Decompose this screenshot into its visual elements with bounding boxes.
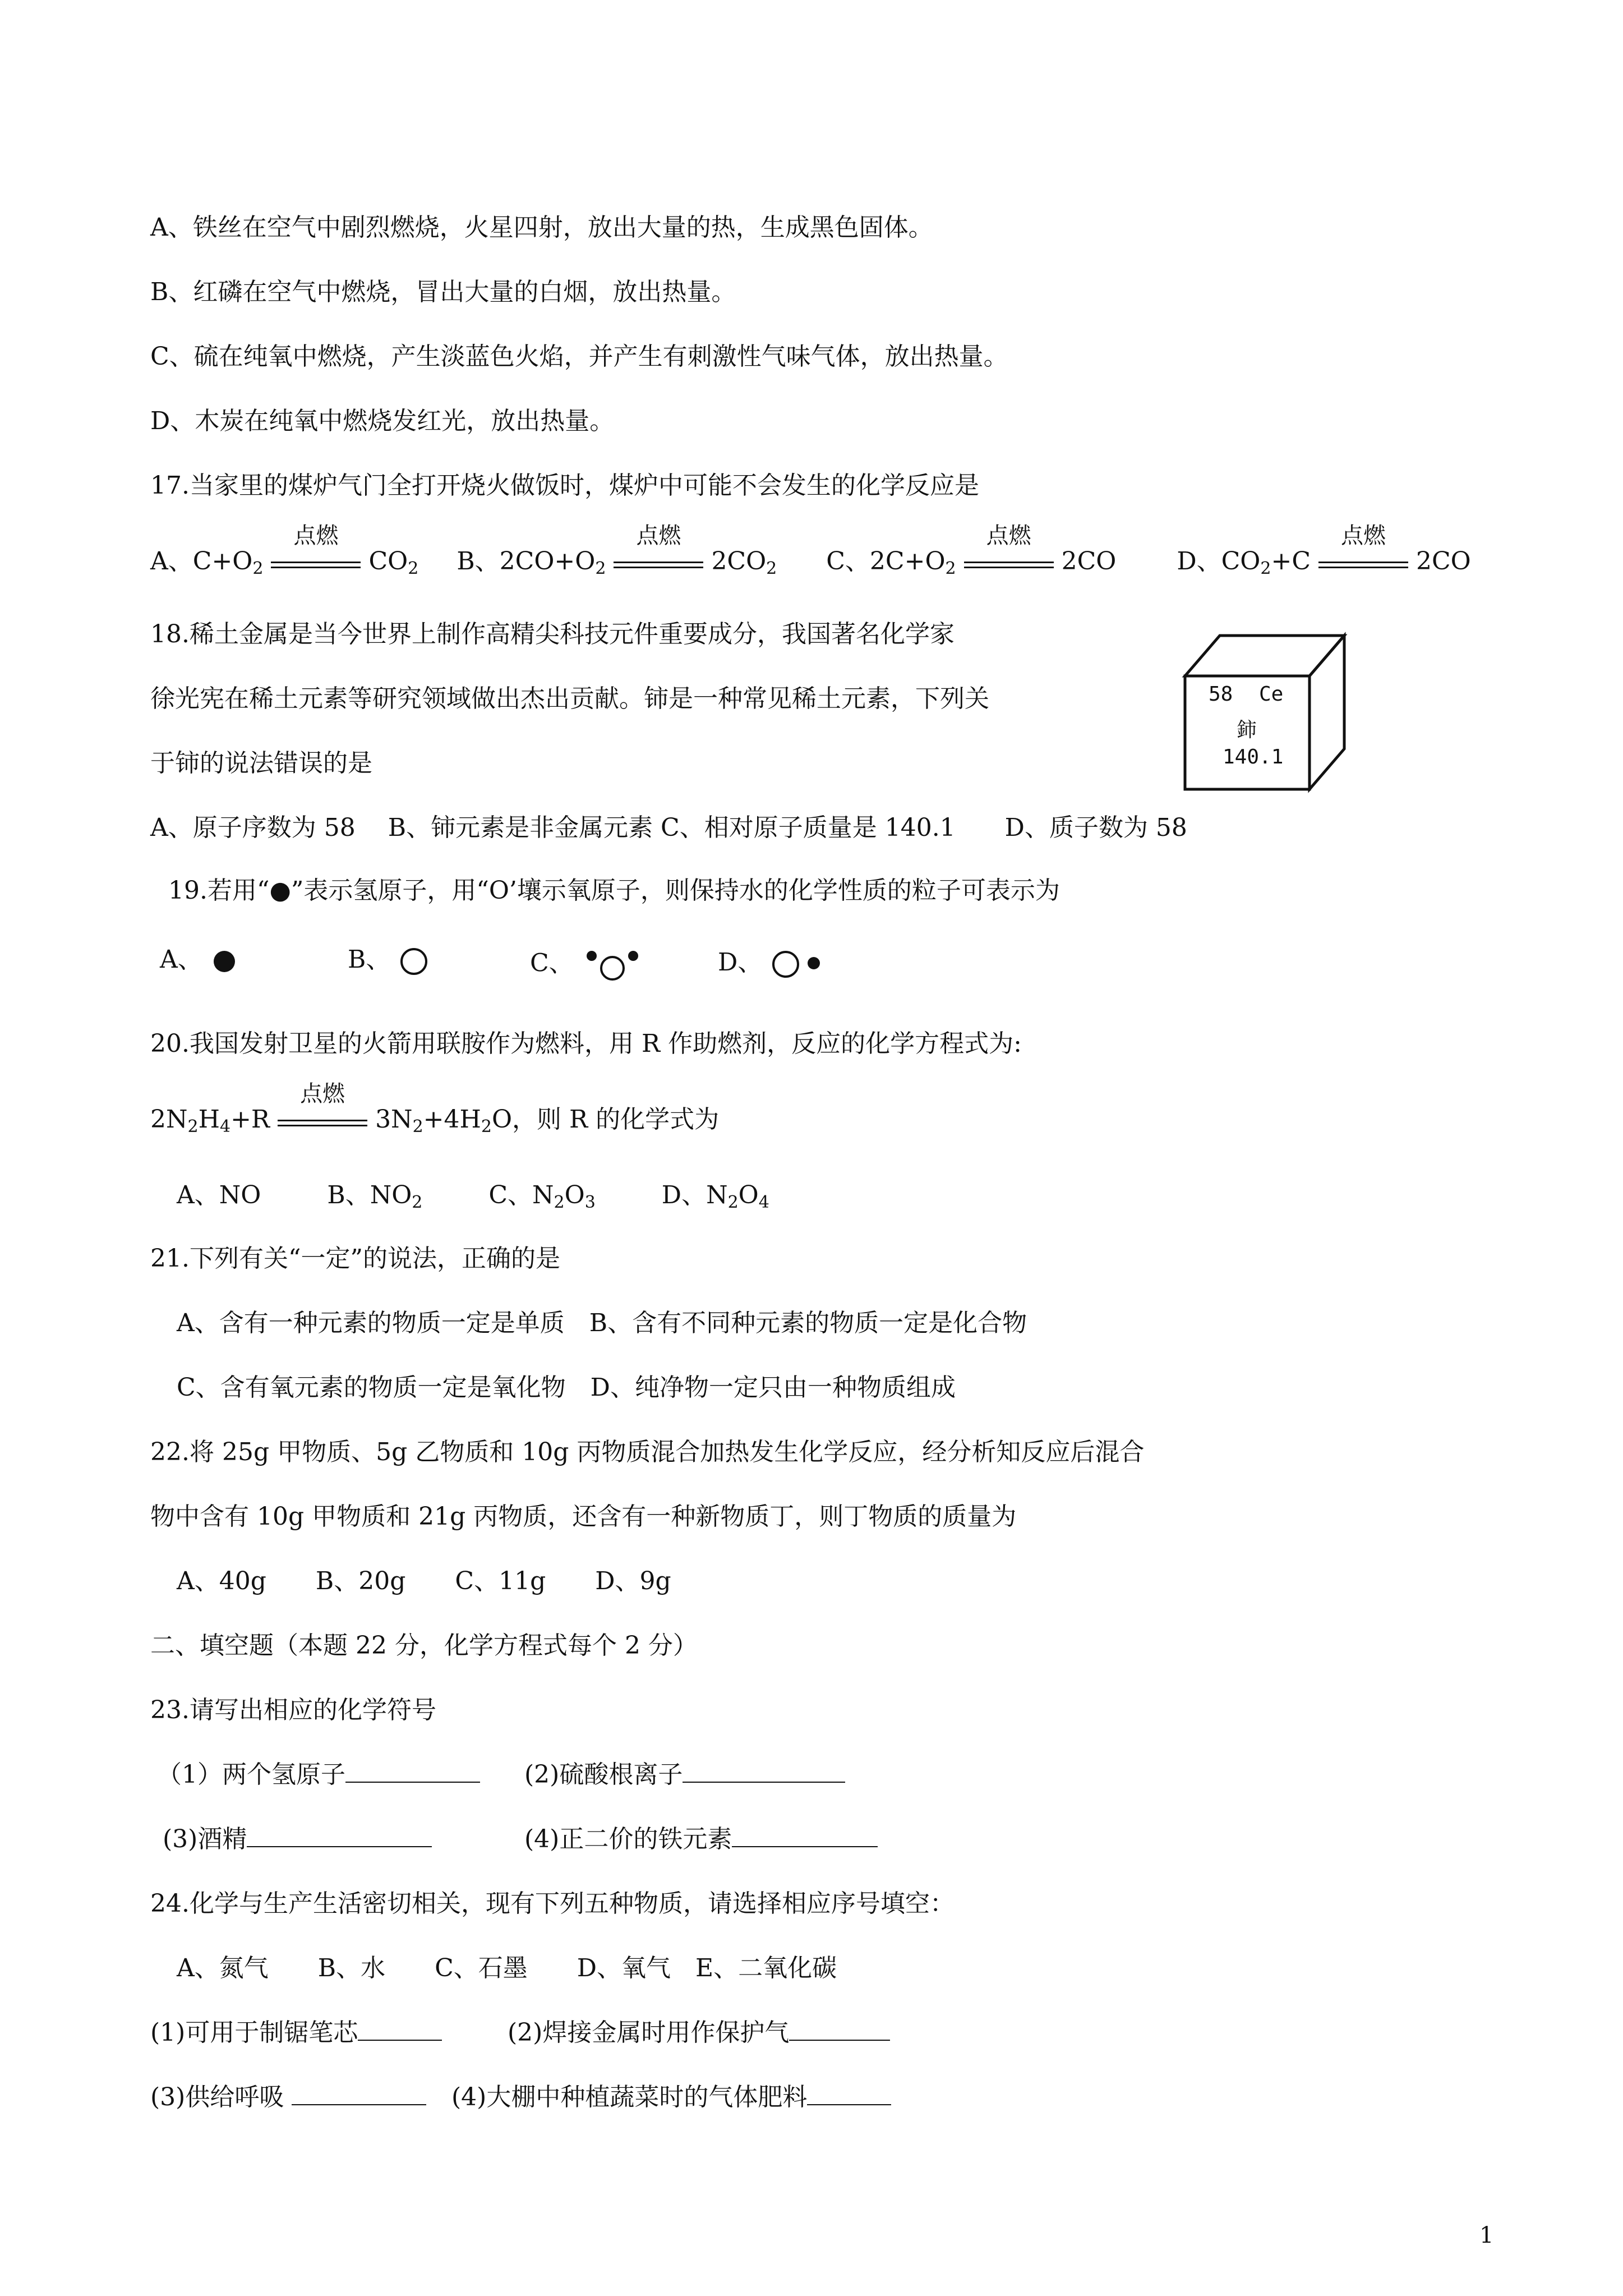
q17-options [150, 522, 1471, 579]
q19-stem: 19.若用“●”表示氢原子，用“O’壤示氧原子，则保持水的化学性质的粒子可表示为 [168, 876, 1060, 905]
q24-item-4: (4)大棚中种植蔬菜时的气体肥料 [451, 2083, 891, 2113]
oxygen-atom-icon [398, 946, 430, 977]
q18-line-2: 徐光宪在稀土元素等研究领域做出杰出贡献。铈是一种常见稀土元素，下列关 [150, 684, 989, 713]
q18-line-3: 于铈的说法错误的是 [150, 749, 372, 777]
q20-equation: $2N_2H_4+R$ 点燃 $3N_2+4H_2O$，则 R 的化学式为 [150, 1080, 720, 1137]
element-atomic-number: 58 [1209, 683, 1233, 706]
answer-blank[interactable] [345, 1761, 480, 1783]
reaction-arrow: 点燃 [1318, 555, 1408, 572]
q17-a: A、$C+O_2$ 点燃 $CO_2$ [150, 522, 419, 578]
element-atomic-mass: 140.1 [1223, 746, 1284, 769]
q19-option-d: D、 [718, 948, 826, 980]
q24-item-2: (2)焊接金属时用作保护气 [508, 2018, 890, 2048]
q16-option-d: D、木炭在纯氧中燃烧发红光，放出热量。 [150, 407, 615, 435]
q17-stem: 17.当家里的煤炉气门全打开烧火做饭时，煤炉中可能不会发生的化学反应是 [150, 471, 979, 500]
q19-option-b: B、 [348, 945, 430, 977]
q21-options-row-1: A、含有一种元素的物质一定是单质 B、含有不同种元素的物质一定是化合物 [177, 1309, 1027, 1337]
q17-b: B、$2CO+O_2$ 点燃 $2CO_2$ [457, 522, 777, 578]
q23-stem: 23.请写出相应的化学符号 [150, 1696, 436, 1724]
q24-item-1: (1)可用于制锯笔芯 [150, 2018, 442, 2048]
q21-stem: 21.下列有关“一定”的说法，正确的是 [150, 1244, 560, 1273]
cerium-element-cell [1181, 631, 1349, 794]
answer-blank[interactable] [683, 1761, 845, 1783]
q19-option-c: C、 [530, 948, 643, 982]
q17-d: D、$CO_2+C$ 点燃 2CO [1177, 522, 1471, 578]
q16-option-c: C、硫在纯氧中燃烧，产生淡蓝色火焰，并产生有刺激性气味气体，放出热量。 [150, 342, 1008, 371]
q22-options: A、40g B、20g C、11g D、9g [177, 1567, 671, 1595]
hydrogen-atom-icon [210, 947, 238, 976]
q21-options-row-2: C、含有氧元素的物质一定是氧化物 D、纯净物一定只由一种物质组成 [177, 1373, 956, 1402]
q23-item-4: (4)正二价的铁元素 [524, 1825, 878, 1855]
reaction-arrow: 点燃 [964, 555, 1054, 572]
q18-line-1: 18.稀土金属是当今世界上制作高精尖科技元件重要成分，我国著名化学家 [150, 620, 955, 648]
q22-line-1: 22.将 25g 甲物质、5g 乙物质和 10g 丙物质混合加热发生化学反应，经分析知反应后混合 [150, 1438, 1145, 1466]
answer-blank[interactable] [247, 1826, 432, 1847]
q16-option-b: B、红磷在空气中燃烧，冒出大量的白烟，放出热量。 [150, 278, 736, 306]
cube-outline-icon [1181, 631, 1349, 794]
answer-blank[interactable] [789, 2019, 890, 2041]
q18-options: A、原子序数为 58 B、铈元素是非金属元素 C、相对原子质量是 140.1 D、质子数为 58 [150, 813, 1187, 842]
hydroxyl-molecule-icon [770, 949, 826, 980]
q19-option-a: A、 [160, 945, 238, 976]
q23-item-1: （1）两个氢原子 [157, 1760, 480, 1790]
q20-stem: 20.我国发射卫星的火箭用联胺作为燃料，用 R 作助燃剂，反应的化学方程式为: [150, 1029, 1022, 1058]
water-molecule-icon [582, 948, 643, 982]
page-number: 1 [1479, 2223, 1494, 2248]
q24-item-3: (3)供给呼吸 [150, 2083, 426, 2113]
q17-c: C、$2C+O_2$ 点燃 2CO [826, 522, 1117, 578]
answer-blank[interactable] [732, 1826, 878, 1847]
section-2-heading: 二、填空题（本题 22 分，化学方程式每个 2 分） [150, 1631, 698, 1660]
q24-options: A、氮气 B、水 C、石墨 D、氧气 E、二氧化碳 [177, 1954, 837, 1982]
q16-option-a: A、铁丝在空气中剧烈燃烧，火星四射，放出大量的热，生成黑色固体。 [150, 213, 933, 242]
q22-line-2: 物中含有 10g 甲物质和 21g 丙物质，还含有一种新物质丁，则丁物质的质量为 [150, 1502, 1017, 1531]
reaction-arrow: 点燃 [271, 555, 361, 572]
element-symbol: Ce [1259, 683, 1284, 706]
answer-blank[interactable] [358, 2019, 442, 2041]
q24-stem: 24.化学与生产生活密切相关，现有下列五种物质，请选择相应序号填空： [150, 1889, 955, 1918]
q23-item-2: (2)硫酸根离子 [524, 1760, 845, 1790]
q23-item-3: (3)酒精 [163, 1825, 432, 1855]
element-name: 鈰 [1237, 719, 1257, 742]
answer-blank[interactable] [292, 2084, 426, 2105]
q20-options: A、NO B、$NO_2$ C、$N_2O_3$ D、$N_2O_4$ [177, 1181, 769, 1212]
reaction-arrow: 点燃 [278, 1113, 367, 1130]
reaction-arrow: 点燃 [614, 555, 703, 572]
answer-blank[interactable] [807, 2084, 891, 2105]
